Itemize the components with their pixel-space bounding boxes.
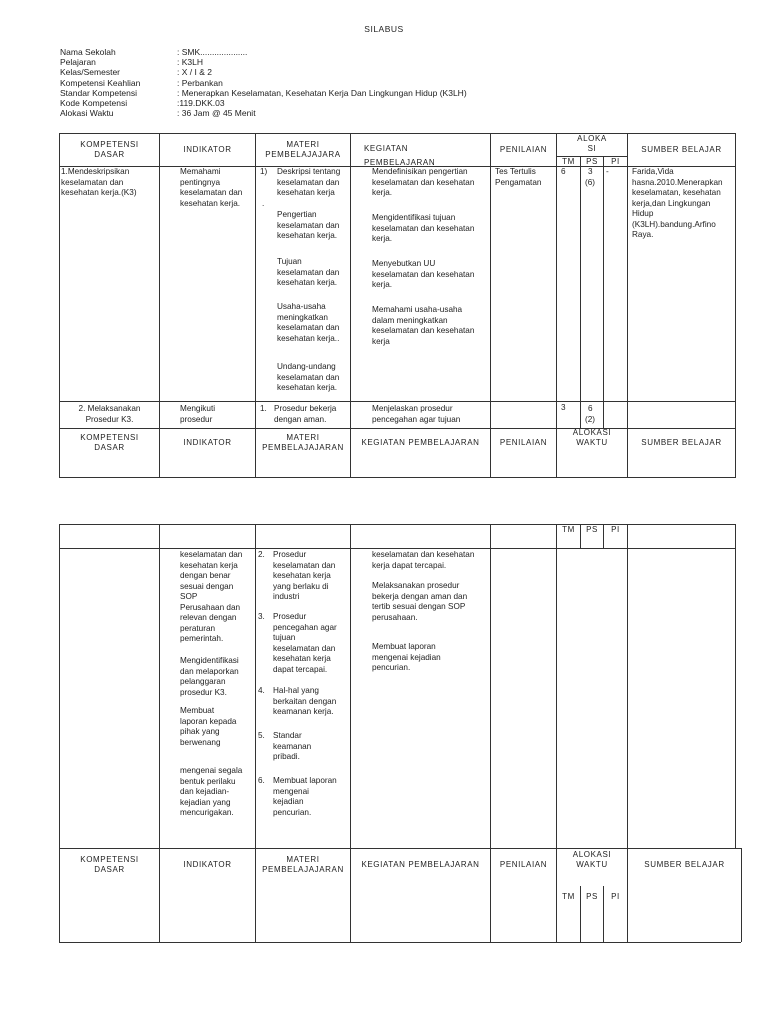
materi-2-num: 1. bbox=[260, 404, 267, 413]
materi-item-line: Usaha-usaha bbox=[277, 302, 326, 311]
materi-item-line: keselamatan dan bbox=[273, 560, 336, 570]
meta-label: Nama Sekolah bbox=[60, 47, 116, 57]
indikator-item-line: pemerintah. bbox=[180, 634, 224, 643]
header-text: PEMBELAJARAN bbox=[364, 158, 436, 167]
kegiatan-item bbox=[372, 550, 490, 571]
meta-value: : 36 Jam @ 45 Menit bbox=[177, 108, 256, 119]
materi-item-line: Undang-undang bbox=[277, 362, 336, 371]
header-materi bbox=[256, 140, 350, 160]
materi-item-line: Hal-hal yang bbox=[273, 686, 319, 695]
indikator-item-line: keselamatan dan bbox=[180, 550, 243, 559]
header-ps: PS bbox=[586, 157, 598, 166]
materi-item-line: Deskripsi tentang bbox=[277, 167, 341, 176]
sumber-line: (K3LH).bandung.Arfino bbox=[632, 219, 716, 229]
kegiatan-item bbox=[372, 642, 490, 674]
materi-item-line: pencegahan agar bbox=[273, 622, 337, 632]
indikator-line: prosedur bbox=[180, 414, 213, 424]
materi-item bbox=[273, 686, 350, 718]
kegiatan-item-line: pencurian. bbox=[372, 663, 411, 672]
sumber-line: kerja,dan Lingkungan bbox=[632, 198, 711, 208]
materi-item-line: kejadian bbox=[273, 797, 304, 806]
kegiatan-item-line: Membuat laporan bbox=[372, 642, 436, 651]
kd-line: kesehatan kerja.(K3) bbox=[61, 188, 137, 197]
kegiatan-item-line: kerja bbox=[372, 336, 390, 346]
penilaian-1 bbox=[495, 167, 555, 188]
kegiatan-item-line: kerja. bbox=[372, 188, 393, 197]
indikator-item-line: bentuk perilaku bbox=[180, 776, 236, 786]
materi-2 bbox=[274, 404, 350, 425]
meta-label: Kelas/Semester bbox=[60, 67, 120, 78]
materi-item-line: keamanan bbox=[273, 741, 312, 751]
materi-number: 2. bbox=[258, 550, 265, 559]
indikator-item bbox=[180, 656, 256, 698]
kegiatan-item-line: keselamatan dan kesehatan bbox=[372, 177, 475, 187]
indikator-2 bbox=[180, 404, 254, 425]
header-indikator: INDIKATOR bbox=[183, 145, 232, 154]
materi-item-line: keselamatan dan bbox=[277, 177, 340, 187]
indikator-1 bbox=[180, 167, 254, 209]
header-penilaian-repeat: PENILAIAN bbox=[499, 438, 548, 447]
indikator-item-line: Perusahaan dan bbox=[180, 602, 241, 612]
kegiatan-line: Menjelaskan prosedur bbox=[372, 404, 453, 413]
materi-item-line: meningkatkan bbox=[277, 312, 328, 322]
kd-line: Prosedur K3. bbox=[85, 414, 134, 424]
indikator-item-line: kejadian yang bbox=[180, 797, 231, 807]
materi-item-line: berkaitan dengan bbox=[273, 696, 337, 706]
header-text: ALOKASI bbox=[572, 850, 612, 859]
materi-item-line: keselamatan dan bbox=[273, 643, 336, 653]
materi-item bbox=[273, 550, 350, 603]
indikator-item-line: peraturan bbox=[180, 623, 216, 633]
materi-item-line: industri bbox=[273, 592, 300, 601]
meta-value: : X / I & 2 bbox=[177, 67, 212, 78]
header-text: MATERI bbox=[286, 140, 320, 149]
materi-item-line: Prosedur bbox=[273, 612, 307, 621]
penilaian-line: Pengamatan bbox=[495, 177, 542, 187]
ps-1: 3 bbox=[588, 167, 593, 176]
kd-2 bbox=[61, 404, 158, 425]
meta-label: Kompetensi Keahlian bbox=[60, 77, 141, 88]
indikator-item-line: dan melaporkan bbox=[180, 666, 239, 676]
header-text: KOMPETENSI bbox=[80, 855, 139, 864]
materi-line: Prosedur bekerja bbox=[274, 404, 337, 413]
sumber-line: Farida,Vida bbox=[632, 167, 674, 176]
header-text: DASAR bbox=[94, 865, 125, 874]
materi-item-line: Standar bbox=[273, 731, 302, 740]
materi-item-line: kesehatan kerja. bbox=[277, 231, 338, 240]
header-tm-bottom: TM bbox=[562, 892, 575, 901]
header-ps-bottom: PS bbox=[586, 892, 598, 901]
materi-number: 5. bbox=[258, 731, 265, 740]
materi-number: 4. bbox=[258, 686, 265, 695]
indikator-item bbox=[180, 766, 256, 819]
header-text: DASAR bbox=[94, 150, 125, 159]
header-alokasi-repeat bbox=[557, 428, 627, 448]
indikator-item-line: Mengidentifikasi bbox=[180, 656, 239, 665]
tm-2: 3 bbox=[561, 403, 566, 412]
materi-item bbox=[277, 362, 350, 394]
indikator-item-line: prosedur K3. bbox=[180, 687, 227, 697]
header-indikator-bottom: INDIKATOR bbox=[183, 860, 232, 869]
header-text: KOMPETENSI bbox=[80, 433, 139, 442]
header-text: PEMBELAJAJARAN bbox=[262, 865, 344, 874]
materi-item-line: keselamatan dan bbox=[277, 323, 340, 332]
header-alokasi bbox=[557, 134, 627, 154]
kegiatan-2 bbox=[372, 404, 490, 425]
header-kegiatan bbox=[364, 144, 435, 168]
indikator-item bbox=[180, 706, 256, 748]
materi-item-line: kesehatan kerja.. bbox=[277, 333, 340, 343]
header-text: MATERI bbox=[286, 855, 320, 864]
header-text: DASAR bbox=[94, 443, 125, 452]
header-pi: PI bbox=[611, 157, 620, 166]
ps-2: 6 bbox=[588, 404, 593, 413]
kd-line: 1.Mendeskripsikan bbox=[61, 167, 130, 176]
meta-value: : Menerapkan Keselamatan, Kesehatan Kerja Dan Lingkungan Hidup (K3LH) bbox=[177, 87, 467, 98]
materi-item bbox=[277, 167, 350, 199]
materi-item-line: Membuat laporan bbox=[273, 776, 337, 785]
materi-item bbox=[277, 302, 350, 344]
tm-1: 6 bbox=[561, 167, 566, 176]
header-text: PEMBELAJAJARAN bbox=[262, 443, 344, 452]
header-pi-bottom: PI bbox=[611, 892, 620, 901]
penilaian-line: Tes Tertulis bbox=[495, 167, 536, 176]
meta-label: Standar Kompetensi bbox=[60, 87, 138, 98]
kegiatan-item-line: keselamatan dan kesehatan bbox=[372, 223, 475, 233]
header-materi-repeat bbox=[256, 433, 350, 453]
materi-item bbox=[273, 731, 350, 763]
indikator-line: pentingnya bbox=[180, 177, 221, 187]
indikator-item-line: laporan kepada bbox=[180, 716, 237, 726]
kegiatan-item-line: keselamatan dan kesehatan bbox=[372, 269, 475, 279]
materi-item-line: pribadi. bbox=[273, 752, 300, 761]
header-materi-bottom bbox=[256, 855, 350, 875]
header-penilaian: PENILAIAN bbox=[499, 145, 548, 154]
header-text: WAKTU bbox=[576, 860, 608, 869]
meta-value: : Perbankan bbox=[177, 77, 223, 88]
materi-item-line: . bbox=[262, 199, 265, 208]
kegiatan-item bbox=[372, 581, 490, 623]
sumber-line: hasna.2010.Menerapkan bbox=[632, 177, 723, 187]
kegiatan-item bbox=[372, 213, 490, 245]
materi-item-line: keamanan kerja. bbox=[273, 707, 334, 716]
kegiatan-item-line: mengenai kejadian bbox=[372, 652, 441, 662]
page-title: SILABUS bbox=[364, 24, 404, 34]
header-kegiatan-repeat: KEGIATAN PEMBELAJARAN bbox=[361, 438, 480, 447]
indikator-item-line: dan kejadian- bbox=[180, 787, 230, 796]
kd-line: keselamatan dan bbox=[61, 177, 124, 187]
materi-item-line: tujuan bbox=[273, 633, 296, 642]
kegiatan-item-line: Memahami usaha-usaha bbox=[372, 305, 463, 314]
sumber-line: keselamatan, kesehatan bbox=[632, 188, 721, 197]
ps-2-extra: (2) bbox=[585, 415, 596, 424]
header-text: PEMBELAJAJARA bbox=[265, 150, 341, 159]
header-kegiatan-bottom: KEGIATAN PEMBELAJARAN bbox=[361, 860, 480, 869]
materi-item-line: kesehatan kerja bbox=[273, 654, 331, 663]
header-alokasi-bottom bbox=[557, 850, 627, 870]
materi-number: 3. bbox=[258, 612, 265, 621]
kegiatan-item-line: kerja. bbox=[372, 280, 393, 289]
materi-item-line: Tujuan bbox=[277, 257, 302, 266]
header-kompetensi-dasar bbox=[60, 140, 159, 160]
kegiatan-item-line: kerja. bbox=[372, 234, 393, 243]
indikator-item bbox=[180, 550, 256, 645]
meta-label: Alokasi Waktu bbox=[60, 108, 114, 119]
materi-item bbox=[277, 210, 350, 242]
header-text: ALOKA bbox=[577, 134, 607, 143]
materi-item-line: pencurian. bbox=[273, 807, 312, 817]
kegiatan-item-line: kerja dapat tercapai. bbox=[372, 560, 447, 570]
indikator-line: Memahami bbox=[180, 167, 221, 176]
kd-line: 2. Melaksanakan bbox=[78, 404, 141, 413]
kegiatan-item-line: tertib sesuai dengan SOP bbox=[372, 602, 466, 611]
kegiatan-item-line: Melaksanakan prosedur bbox=[372, 581, 460, 590]
indikator-item-line: Membuat bbox=[180, 706, 215, 715]
materi-item bbox=[262, 199, 335, 210]
indikator-item-line: SOP bbox=[180, 592, 198, 601]
materi-item-line: kesehatan kerja bbox=[277, 188, 335, 197]
header-text: WAKTU bbox=[576, 438, 608, 447]
materi-item-line: kesehatan kerja. bbox=[277, 278, 338, 287]
indikator-item-line: relevan dengan bbox=[180, 613, 237, 622]
meta-label: Kode Kompetensi bbox=[60, 98, 128, 108]
materi-item-line: dapat tercapai. bbox=[273, 664, 328, 674]
header-pi-p2: PI bbox=[611, 525, 620, 534]
header-text: MATERI bbox=[286, 433, 320, 442]
kegiatan-item-line: keselamatan dan kesehatan bbox=[372, 550, 475, 559]
kegiatan-item-line: Mengidentifikasi tujuan bbox=[372, 213, 456, 222]
kegiatan-item-line: keselamatan dan kesehatan bbox=[372, 326, 475, 335]
materi-item-line: Pengertian bbox=[277, 210, 317, 219]
header-kompetensi-dasar-repeat bbox=[60, 433, 159, 453]
header-tm: TM bbox=[562, 157, 575, 166]
kegiatan-item-line: Mendefinisikan pengertian bbox=[372, 167, 468, 176]
header-ps-p2: PS bbox=[586, 525, 598, 534]
indikator-line: kesehatan kerja. bbox=[180, 198, 241, 208]
kd-1 bbox=[61, 167, 158, 199]
materi-item-line: mengenai bbox=[273, 786, 309, 796]
ps-1-extra: (6) bbox=[585, 178, 596, 187]
indikator-item-line: berwenang bbox=[180, 737, 221, 747]
meta-label: Pelajaran bbox=[60, 57, 96, 68]
materi-item bbox=[273, 776, 350, 818]
header-text: SI bbox=[587, 144, 597, 153]
indikator-item-line: mencurigakan. bbox=[180, 808, 234, 817]
indikator-item-line: sesuai dengan bbox=[180, 581, 234, 591]
materi-number: 1) bbox=[260, 167, 268, 176]
materi-item-line: keselamatan dan bbox=[277, 220, 340, 230]
kegiatan-item-line: perusahaan. bbox=[372, 612, 418, 622]
kegiatan-item bbox=[372, 259, 490, 291]
indikator-item-line: pihak yang bbox=[180, 727, 220, 736]
materi-item-line: keselamatan dan bbox=[277, 267, 340, 277]
kegiatan-item bbox=[372, 305, 490, 347]
materi-item bbox=[273, 612, 350, 675]
meta-value: :119.DKK.03 bbox=[177, 98, 225, 108]
header-text: ALOKASI bbox=[572, 428, 612, 437]
sumber-line: Raya. bbox=[632, 230, 654, 239]
materi-item-line: kesehatan kerja bbox=[273, 571, 331, 580]
indikator-item-line: mengenai segala bbox=[180, 766, 243, 775]
kegiatan-item-line: bekerja dengan aman dan bbox=[372, 591, 468, 601]
materi-item-line: yang berlaku di bbox=[273, 581, 329, 591]
indikator-item-line: pelanggaran bbox=[180, 677, 226, 686]
indikator-item-line: dengan benar bbox=[180, 571, 231, 580]
kegiatan-item-line: dalam meningkatkan bbox=[372, 315, 448, 325]
header-tm-p2: TM bbox=[562, 525, 575, 534]
header-penilaian-bottom: PENILAIAN bbox=[499, 860, 548, 869]
indikator-item-line: kesehatan kerja bbox=[180, 560, 238, 570]
header-text: KOMPETENSI bbox=[80, 140, 139, 149]
indikator-line: Mengikuti bbox=[180, 404, 216, 413]
meta-value: : SMK.................... bbox=[177, 47, 248, 57]
header-sumber-belajar-repeat: SUMBER BELAJAR bbox=[641, 438, 722, 447]
materi-line: dengan aman. bbox=[274, 414, 327, 424]
materi-number: 6. bbox=[258, 776, 265, 785]
kegiatan-item bbox=[372, 167, 490, 199]
header-text: KEGIATAN bbox=[364, 144, 409, 153]
materi-item bbox=[277, 257, 350, 289]
sumber-line: Hidup bbox=[632, 209, 654, 218]
meta-value: : K3LH bbox=[177, 57, 203, 68]
pi-1: - bbox=[606, 167, 609, 176]
indikator-line: keselamatan dan bbox=[180, 188, 243, 197]
sumber-1 bbox=[632, 167, 734, 241]
materi-item-line: Prosedur bbox=[273, 550, 307, 559]
kegiatan-item-line: Menyebutkan UU bbox=[372, 259, 436, 268]
materi-item-line: keselamatan dan bbox=[277, 372, 340, 382]
header-kompetensi-dasar-bottom bbox=[60, 855, 159, 875]
materi-item-line: kesehatan kerja. bbox=[277, 383, 338, 392]
kegiatan-line: pencegahan agar tujuan bbox=[372, 414, 461, 424]
header-sumber-belajar: SUMBER BELAJAR bbox=[641, 145, 722, 154]
header-indikator-repeat: INDIKATOR bbox=[183, 438, 232, 447]
header-sumber-belajar-bottom: SUMBER BELAJAR bbox=[644, 860, 725, 869]
